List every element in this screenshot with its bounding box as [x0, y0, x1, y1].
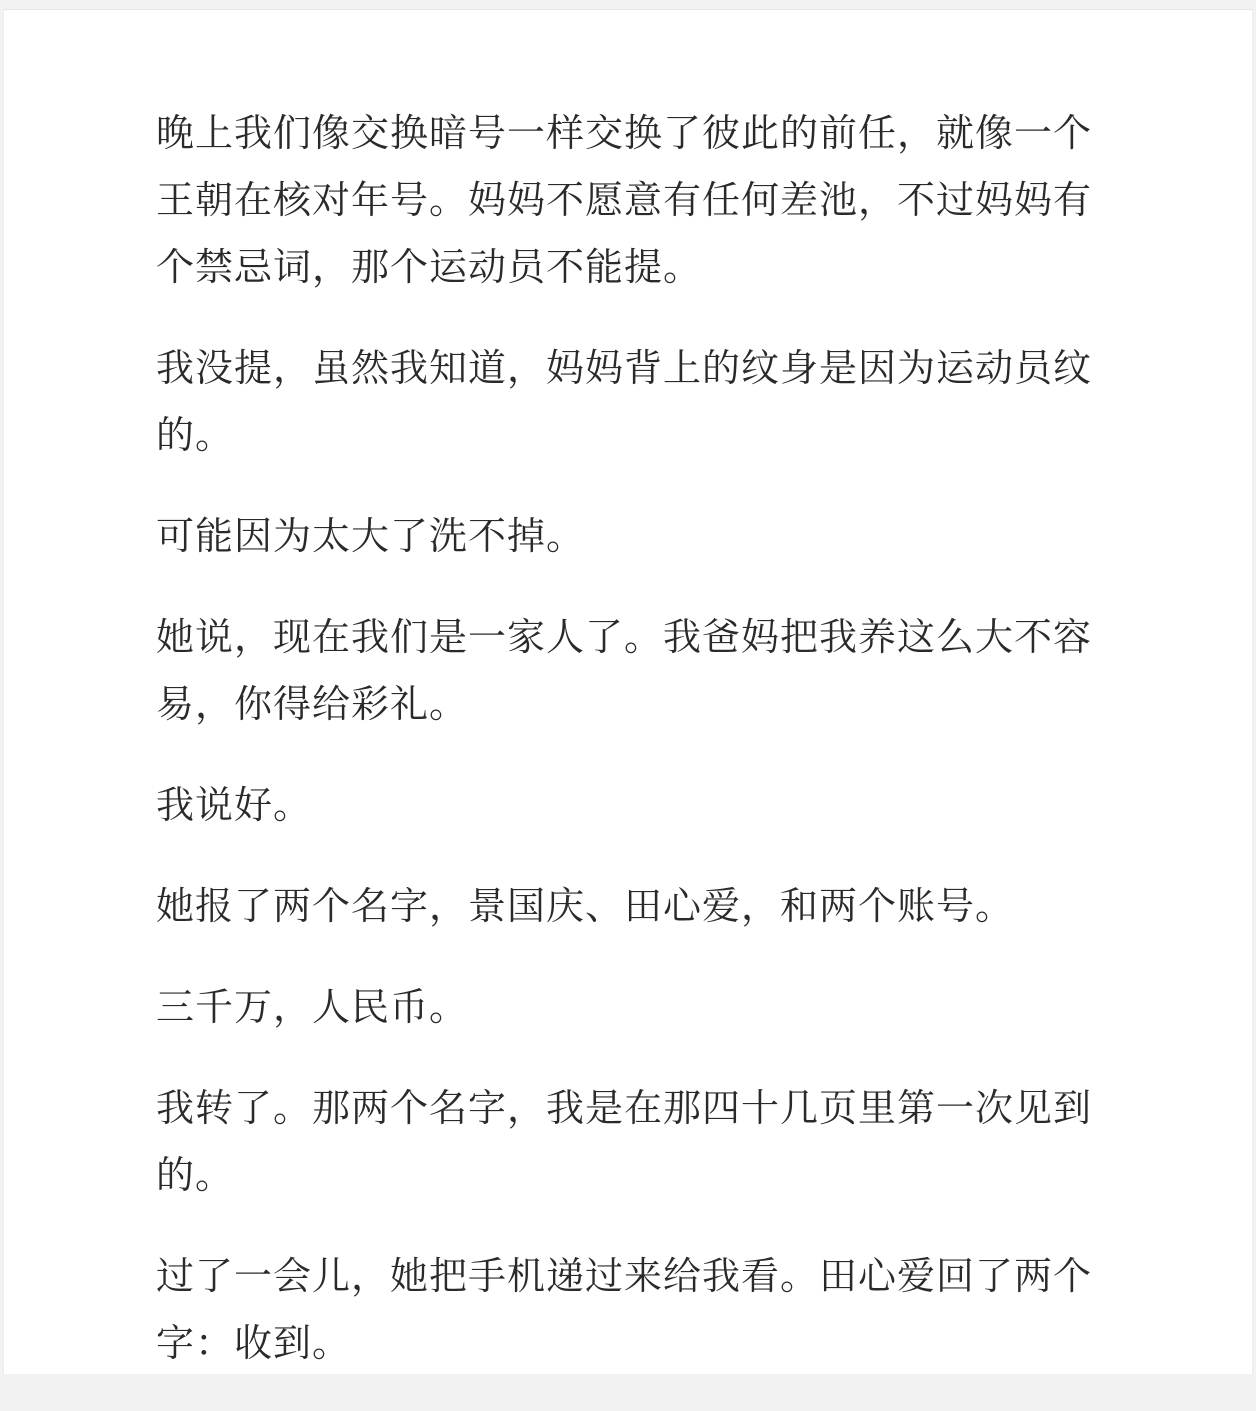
- article-body: [156, 100, 1116, 1411]
- paragraph: 她报了两个名字，景国庆、田心爱，和两个账号。: [156, 884, 1015, 928]
- article-page: [3, 9, 1253, 1374]
- paragraph: 我转了。那两个名字，我是在那四十几页里第一次见到的。: [156, 1086, 1093, 1197]
- paragraph: 晚上我们像交换暗号一样交换了彼此的前任，就像一个王朝在核对年号。妈妈不愿意有任何差池，不过妈妈有个禁忌词，那个运动员不能提。: [156, 111, 1093, 289]
- paragraph: 我说好。: [156, 783, 313, 827]
- paragraph: 我没提，虽然我知道，妈妈背上的纹身是因为运动员纹的。: [156, 346, 1093, 457]
- paragraph: 她说，现在我们是一家人了。我爸妈把我养这么大不容易，你得给彩礼。: [156, 615, 1093, 726]
- paragraph: 可能因为太大了洗不掉。: [156, 514, 586, 558]
- paragraph: 过了一会儿，她把手机递过来给我看。田心爱回了两个字：收到。: [156, 1254, 1093, 1365]
- paragraph: 三千万，人民币。: [156, 985, 469, 1029]
